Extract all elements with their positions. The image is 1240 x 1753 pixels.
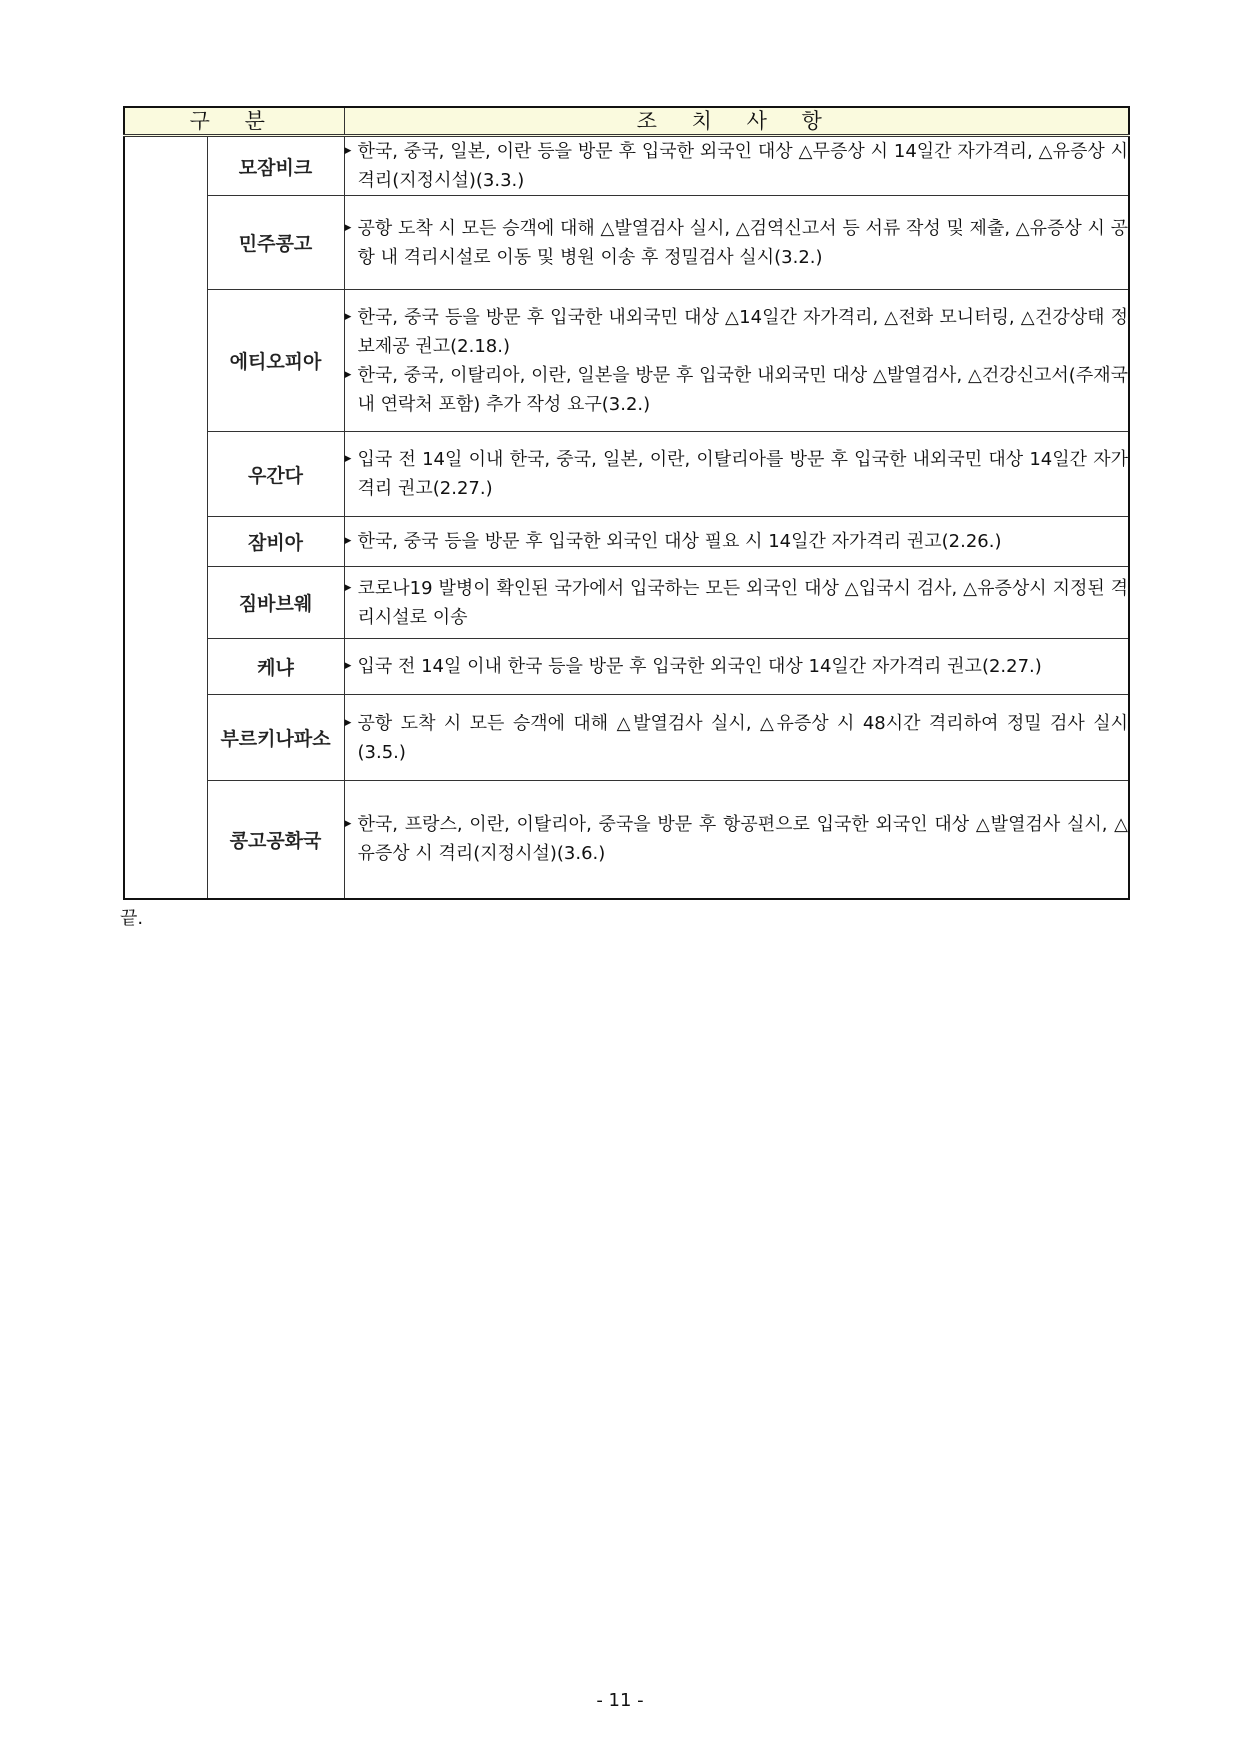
measure-cell xyxy=(344,290,1129,432)
bullet-icon: ▶ xyxy=(344,582,352,593)
bullet-icon: ▶ xyxy=(344,819,352,830)
header-measures: 조 치 사 항 xyxy=(344,107,1129,136)
measure-cell xyxy=(344,136,1129,196)
measure-item xyxy=(345,137,1129,195)
measure-item xyxy=(345,361,1129,419)
country-cell: 우간다 xyxy=(207,432,344,517)
bullet-icon: ▶ xyxy=(344,222,352,233)
measure-text: 한국, 중국, 이탈리아, 이란, 일본을 방문 후 입국한 내외국민 대상 △발열검사, △건강신고서(주재국 내 연락처 포함) 추가 작성 요구(3.2.) xyxy=(357,364,1128,415)
end-mark: 끝. xyxy=(120,907,144,929)
country-cell: 모잠비크 xyxy=(207,136,344,196)
measure-text: 공항 도착 시 모든 승객에 대해 △발열검사 실시, △유증상 시 48시간 격리하여 정밀 검사 실시(3.5.) xyxy=(357,712,1128,763)
table-row xyxy=(124,695,1129,781)
measure-cell xyxy=(344,695,1129,781)
country-cell: 에티오피아 xyxy=(207,290,344,432)
bullet-icon: ▶ xyxy=(344,454,352,464)
table-row xyxy=(124,639,1129,695)
measure-item xyxy=(345,527,1129,556)
table-row xyxy=(124,196,1129,290)
table-row xyxy=(124,567,1129,639)
table-row xyxy=(124,517,1129,567)
table-row xyxy=(124,781,1129,899)
header-category: 구 분 xyxy=(124,107,344,136)
country-cell: 부르키나파소 xyxy=(207,695,344,781)
measure-cell xyxy=(344,781,1129,899)
country-cell: 짐바브웨 xyxy=(207,567,344,639)
measure-cell xyxy=(344,196,1129,290)
measure-item xyxy=(345,574,1129,632)
country-cell: 잠비아 xyxy=(207,517,344,567)
measure-item xyxy=(345,445,1129,503)
measures-table xyxy=(123,106,1130,900)
measure-text: 한국, 중국 등을 방문 후 입국한 내외국민 대상 △14일간 자가격리, △전화 모니터링, △건강상태 정보제공 권고(2.18.) xyxy=(357,306,1128,357)
measure-item xyxy=(345,652,1129,681)
measure-text: 입국 전 14일 이내 한국 등을 방문 후 입국한 외국인 대상 14일간 자가격리 권고(2.27.) xyxy=(357,656,1042,677)
measure-text: 입국 전 14일 이내 한국, 중국, 일본, 이란, 이탈리아를 방문 후 입국한 내외국민 대상 14일간 자가격리 권고(2.27.) xyxy=(357,449,1128,499)
bullet-icon: ▶ xyxy=(344,311,352,322)
measure-text: 한국, 중국, 일본, 이란 등을 방문 후 입국한 외국인 대상 △무증상 시 14일간 자가격리, △유증상 시 격리(지정시설)(3.3.) xyxy=(357,141,1128,191)
measure-item xyxy=(345,303,1129,361)
country-cell: 케냐 xyxy=(207,639,344,695)
country-cell: 민주콩고 xyxy=(207,196,344,290)
measure-text: 한국, 프랑스, 이란, 이탈리아, 중국을 방문 후 항공편으로 입국한 외국인 대상 △발열검사 실시, △유증상 시 격리(지정시설)(3.6.) xyxy=(357,814,1128,865)
measure-text: 공항 도착 시 모든 승객에 대해 △발열검사 실시, △검역신고서 등 서류 작성 및 제출, △유증상 시 공항 내 격리시설로 이동 및 병원 이송 후 정밀검사 실시(3.2.) xyxy=(357,217,1128,268)
bullet-icon: ▶ xyxy=(344,717,352,728)
page-number: - 11 - xyxy=(596,1690,644,1711)
bullet-icon: ▶ xyxy=(344,146,352,156)
measure-cell xyxy=(344,639,1129,695)
bullet-icon: ▶ xyxy=(344,536,352,546)
measure-text: 코로나19 발병이 확인된 국가에서 입국하는 모든 외국인 대상 △입국시 검사, △유증상시 지정된 격리시설로 이송 xyxy=(357,577,1128,628)
measure-item xyxy=(345,810,1129,868)
measure-cell xyxy=(344,517,1129,567)
table-row xyxy=(124,136,1129,196)
measure-item xyxy=(345,709,1129,767)
measure-text: 한국, 중국 등을 방문 후 입국한 외국인 대상 필요 시 14일간 자가격리 권고(2.26.) xyxy=(357,531,1002,552)
measure-cell xyxy=(344,432,1129,517)
table-row xyxy=(124,290,1129,432)
table-header-row xyxy=(124,107,1129,136)
region-cell xyxy=(124,136,207,899)
country-cell: 콩고공화국 xyxy=(207,781,344,899)
measure-item xyxy=(345,214,1129,272)
bullet-icon: ▶ xyxy=(344,369,352,380)
measure-cell xyxy=(344,567,1129,639)
table-row xyxy=(124,432,1129,517)
bullet-icon: ▶ xyxy=(344,661,352,671)
